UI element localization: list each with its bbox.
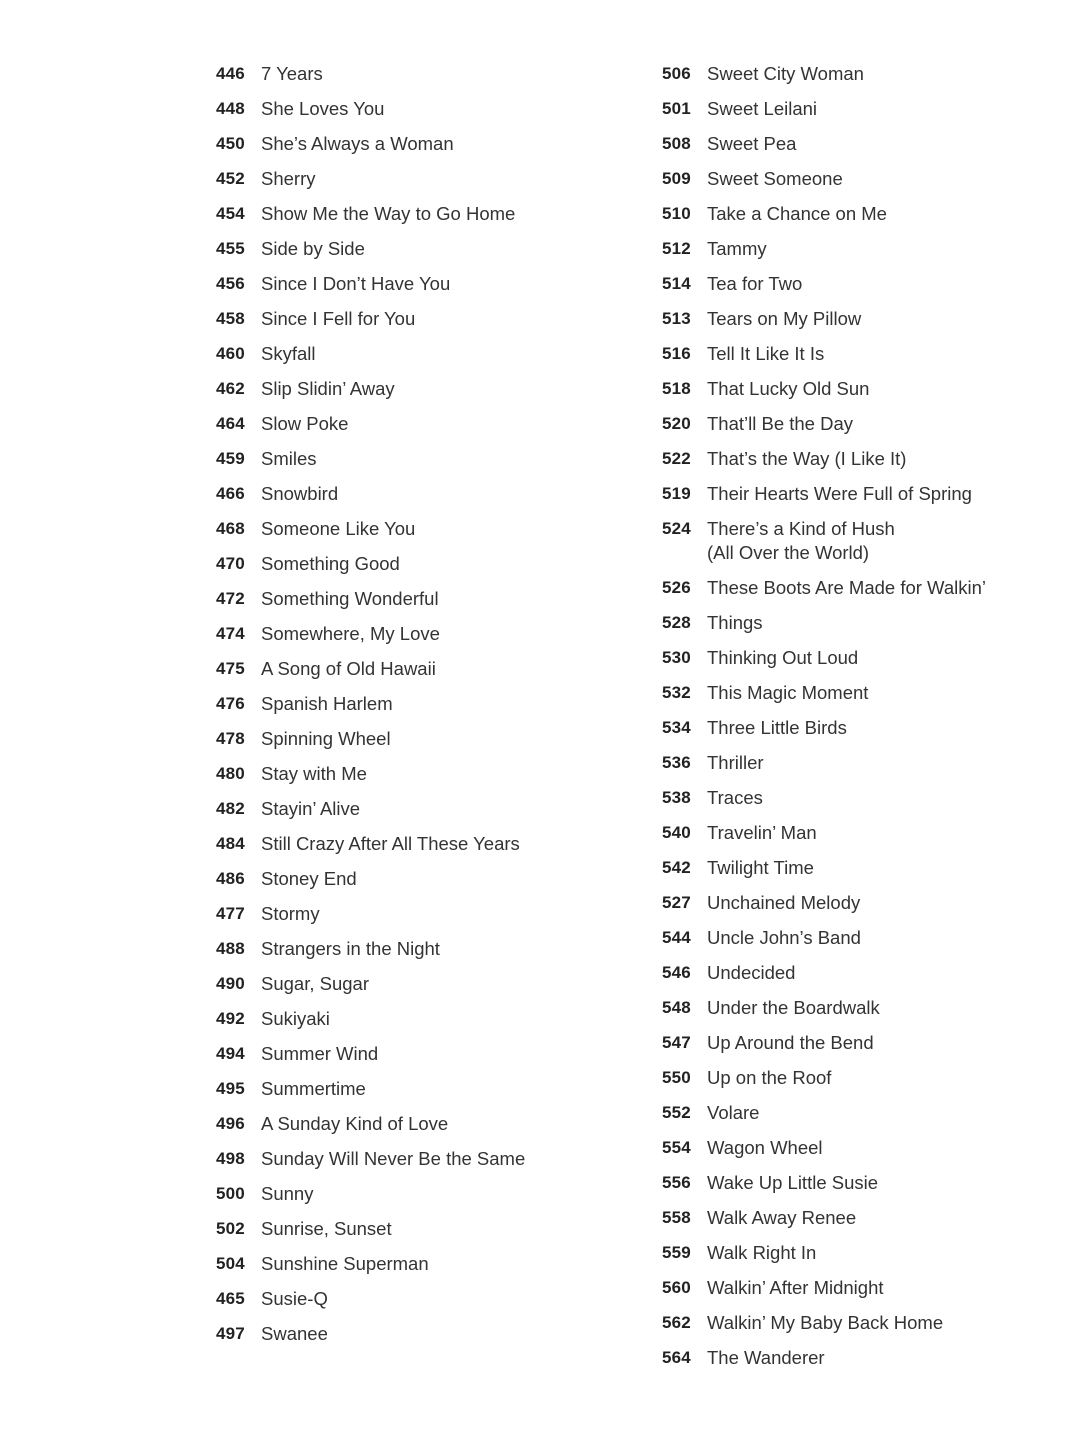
- toc-page-number: 476: [216, 694, 245, 713]
- toc-page-number: 518: [662, 379, 691, 398]
- toc-page-number: 458: [216, 309, 245, 328]
- toc-entry: [662, 747, 1062, 782]
- toc-entry: [662, 1272, 1062, 1307]
- toc-song-title: Show Me the Way to Go Home: [261, 203, 516, 224]
- toc-song-title: Sugar, Sugar: [261, 973, 369, 994]
- toc-page-number: 526: [662, 578, 691, 597]
- toc-song-title: That’ll Be the Day: [707, 413, 854, 434]
- toc-page-number: 501: [662, 99, 691, 118]
- toc-song-title: Twilight Time: [707, 857, 814, 878]
- toc-entry: [216, 548, 636, 583]
- toc-page-number: 540: [662, 823, 691, 842]
- toc-entry: [216, 303, 636, 338]
- toc-page-number: 465: [216, 1289, 245, 1308]
- toc-page-number: 484: [216, 834, 245, 853]
- toc-entry: [662, 1237, 1062, 1272]
- toc-entry: [216, 1213, 636, 1248]
- toc-song-title: This Magic Moment: [707, 682, 869, 703]
- toc-song-title: Travelin’ Man: [707, 822, 817, 843]
- toc-page-number: 538: [662, 788, 691, 807]
- toc-page-number: 534: [662, 718, 691, 737]
- toc-entry: [216, 443, 636, 478]
- toc-entry: [662, 198, 1062, 233]
- toc-page-number: 474: [216, 624, 245, 643]
- toc-page-number: 497: [216, 1324, 245, 1343]
- toc-entry: [662, 1167, 1062, 1202]
- toc-page-number: 547: [662, 1033, 691, 1052]
- toc-page-number: 492: [216, 1009, 245, 1028]
- toc-page-number: 500: [216, 1184, 245, 1203]
- toc-page-number: 498: [216, 1149, 245, 1168]
- toc-entry: [216, 1178, 636, 1213]
- toc-song-title: Spanish Harlem: [261, 693, 393, 714]
- toc-entry: [662, 1097, 1062, 1132]
- toc-song-title: Since I Don’t Have You: [261, 273, 451, 294]
- toc-entry: [216, 1003, 636, 1038]
- toc-entry: [662, 572, 1062, 607]
- toc-entry: [216, 478, 636, 513]
- toc-entry: [662, 817, 1062, 852]
- toc-song-title: She’s Always a Woman: [261, 133, 454, 154]
- toc-song-title: That’s the Way (I Like It): [707, 448, 907, 469]
- toc-entry: [216, 1143, 636, 1178]
- toc-page-number: 494: [216, 1044, 245, 1063]
- toc-song-title: Somewhere, My Love: [261, 623, 440, 644]
- toc-entry: [216, 1108, 636, 1143]
- toc-song-title: Sunday Will Never Be the Same: [261, 1148, 526, 1169]
- toc-entry: [662, 642, 1062, 677]
- toc-page-number: 478: [216, 729, 245, 748]
- toc-page-number: 486: [216, 869, 245, 888]
- toc-page-number: 459: [216, 449, 245, 468]
- toc-song-title: Walkin’ My Baby Back Home: [707, 1312, 944, 1333]
- toc-entry: [216, 1248, 636, 1283]
- toc-entry: [216, 233, 636, 268]
- toc-song-title: Stormy: [261, 903, 320, 924]
- toc-song-title: Walk Away Renee: [707, 1207, 857, 1228]
- toc-entry: [216, 688, 636, 723]
- toc-song-title: Swanee: [261, 1323, 328, 1344]
- toc-page-number: 509: [662, 169, 691, 188]
- toc-page-number: 452: [216, 169, 245, 188]
- toc-entry: [662, 992, 1062, 1027]
- toc-song-title: Something Wonderful: [261, 588, 439, 609]
- toc-page-number: 516: [662, 344, 691, 363]
- toc-entry: [662, 443, 1062, 478]
- toc-left-column: [216, 58, 636, 1353]
- toc-song-title: She Loves You: [261, 98, 385, 119]
- toc-entry: [216, 653, 636, 688]
- toc-entry: [216, 1283, 636, 1318]
- toc-page-number: 464: [216, 414, 245, 433]
- toc-song-title: Sunny: [261, 1183, 314, 1204]
- toc-page-number: 454: [216, 204, 245, 223]
- toc-entry: [216, 58, 636, 93]
- toc-song-title: Sweet Leilani: [707, 98, 818, 119]
- toc-song-title: Tell It Like It Is: [707, 343, 825, 364]
- toc-song-title: These Boots Are Made for Walkin’: [707, 577, 986, 598]
- toc-song-title: Sunrise, Sunset: [261, 1218, 392, 1239]
- toc-song-title: Take a Chance on Me: [707, 203, 887, 224]
- toc-entry: [662, 303, 1062, 338]
- toc-song-title: Their Hearts Were Full of Spring: [707, 483, 972, 504]
- toc-page-number: 477: [216, 904, 245, 923]
- toc-song-title: Thinking Out Loud: [707, 647, 859, 668]
- toc-page-number: 520: [662, 414, 691, 433]
- toc-song-title: Spinning Wheel: [261, 728, 391, 749]
- toc-page-number: 530: [662, 648, 691, 667]
- toc-page-number: 559: [662, 1243, 691, 1262]
- toc-page-number: 488: [216, 939, 245, 958]
- toc-song-title: Uncle John’s Band: [707, 927, 861, 948]
- toc-entry: [662, 1027, 1062, 1062]
- toc-page-number: 468: [216, 519, 245, 538]
- toc-entry: [216, 1318, 636, 1353]
- toc-page-number: 528: [662, 613, 691, 632]
- toc-page-number: 475: [216, 659, 245, 678]
- toc-page-number: 562: [662, 1313, 691, 1332]
- toc-song-title: Sunshine Superman: [261, 1253, 429, 1274]
- toc-entry: [662, 782, 1062, 817]
- toc-entry: [216, 128, 636, 163]
- toc-song-title: Stoney End: [261, 868, 357, 889]
- toc-entry: [662, 513, 1062, 572]
- toc-entry: [662, 1342, 1062, 1377]
- toc-page-number: 542: [662, 858, 691, 877]
- toc-page-number: 558: [662, 1208, 691, 1227]
- toc-page-number: 548: [662, 998, 691, 1017]
- toc-song-title: Up on the Roof: [707, 1067, 832, 1088]
- toc-page-number: 482: [216, 799, 245, 818]
- toc-page-number: 502: [216, 1219, 245, 1238]
- toc-song-title: That Lucky Old Sun: [707, 378, 870, 399]
- toc-page-number: 446: [216, 64, 245, 83]
- toc-song-title: Side by Side: [261, 238, 365, 259]
- toc-entry: [216, 933, 636, 968]
- toc-song-title: A Song of Old Hawaii: [261, 658, 436, 679]
- toc-page-number: 460: [216, 344, 245, 363]
- toc-song-title: There’s a Kind of Hush (All Over the World): [707, 518, 895, 563]
- toc-entry: [662, 852, 1062, 887]
- toc-entry: [662, 607, 1062, 642]
- toc-page-number: 519: [662, 484, 691, 503]
- toc-page-number: 522: [662, 449, 691, 468]
- toc-song-title: Things: [707, 612, 763, 633]
- toc-page-number: 455: [216, 239, 245, 258]
- toc-song-title: 7 Years: [261, 63, 323, 84]
- toc-page-number: 448: [216, 99, 245, 118]
- toc-page-number: 552: [662, 1103, 691, 1122]
- toc-song-title: Undecided: [707, 962, 796, 983]
- toc-entry: [662, 93, 1062, 128]
- toc-entry: [662, 233, 1062, 268]
- toc-entry: [662, 1307, 1062, 1342]
- toc-page-number: 508: [662, 134, 691, 153]
- toc-song-title: Strangers in the Night: [261, 938, 440, 959]
- toc-entry: [216, 863, 636, 898]
- toc-page-number: 514: [662, 274, 691, 293]
- toc-song-title: Sweet Pea: [707, 133, 797, 154]
- toc-song-title: Summertime: [261, 1078, 366, 1099]
- toc-song-title: Slip Slidin’ Away: [261, 378, 395, 399]
- toc-entry: [662, 922, 1062, 957]
- toc-entry: [662, 1202, 1062, 1237]
- toc-song-title: Susie-Q: [261, 1288, 328, 1309]
- toc-page-number: 527: [662, 893, 691, 912]
- toc-page-number: 546: [662, 963, 691, 982]
- toc-page-number: 524: [662, 519, 691, 538]
- toc-song-title: Tammy: [707, 238, 767, 259]
- toc-song-title: Up Around the Bend: [707, 1032, 874, 1053]
- toc-song-title: Volare: [707, 1102, 760, 1123]
- toc-entry: [216, 828, 636, 863]
- toc-page-number: 472: [216, 589, 245, 608]
- toc-page-number: 462: [216, 379, 245, 398]
- toc-song-title: Since I Fell for You: [261, 308, 416, 329]
- toc-entry: [662, 1062, 1062, 1097]
- toc-entry: [662, 58, 1062, 93]
- toc-entry: [662, 408, 1062, 443]
- toc-song-title: Stayin’ Alive: [261, 798, 361, 819]
- toc-entry: [216, 1073, 636, 1108]
- toc-song-title: Wake Up Little Susie: [707, 1172, 879, 1193]
- toc-entry: [216, 968, 636, 1003]
- toc-song-title: Walk Right In: [707, 1242, 817, 1263]
- toc-entry: [662, 1132, 1062, 1167]
- toc-entry: [216, 618, 636, 653]
- toc-song-title: Wagon Wheel: [707, 1137, 823, 1158]
- toc-entry: [216, 338, 636, 373]
- toc-entry: [216, 1038, 636, 1073]
- toc-right-column: [662, 58, 1062, 1377]
- toc-song-title: Traces: [707, 787, 763, 808]
- toc-page-number: 556: [662, 1173, 691, 1192]
- toc-entry: [216, 198, 636, 233]
- toc-song-title: Three Little Birds: [707, 717, 847, 738]
- toc-page-number: 456: [216, 274, 245, 293]
- toc-page-number: 504: [216, 1254, 245, 1273]
- toc-page-number: 510: [662, 204, 691, 223]
- toc-page-number: 466: [216, 484, 245, 503]
- toc-song-title: Something Good: [261, 553, 400, 574]
- toc-page-number: 450: [216, 134, 245, 153]
- toc-entry: [216, 898, 636, 933]
- toc-song-title: Skyfall: [261, 343, 316, 364]
- toc-entry: [216, 583, 636, 618]
- toc-entry: [662, 887, 1062, 922]
- toc-entry: [216, 513, 636, 548]
- toc-page-number: 564: [662, 1348, 691, 1367]
- toc-page-number: 506: [662, 64, 691, 83]
- toc-entry: [216, 723, 636, 758]
- toc-song-title: A Sunday Kind of Love: [261, 1113, 449, 1134]
- toc-entry: [662, 478, 1062, 513]
- toc-entry: [662, 373, 1062, 408]
- toc-song-title: Slow Poke: [261, 413, 349, 434]
- toc-song-title: Sweet Someone: [707, 168, 843, 189]
- toc-page-number: 480: [216, 764, 245, 783]
- toc-song-title: Stay with Me: [261, 763, 367, 784]
- toc-entry: [662, 163, 1062, 198]
- toc-song-title: Smiles: [261, 448, 317, 469]
- toc-entry: [216, 793, 636, 828]
- toc-entry: [216, 163, 636, 198]
- toc-song-title: Tea for Two: [707, 273, 803, 294]
- toc-page-number: 512: [662, 239, 691, 258]
- toc-entry: [662, 268, 1062, 303]
- toc-song-title: Thriller: [707, 752, 764, 773]
- toc-page-number: 550: [662, 1068, 691, 1087]
- toc-page-number: 470: [216, 554, 245, 573]
- toc-song-title: Still Crazy After All These Years: [261, 833, 520, 854]
- toc-page-number: 536: [662, 753, 691, 772]
- toc-page-number: 554: [662, 1138, 691, 1157]
- toc-page-number: 513: [662, 309, 691, 328]
- toc-page-number: 532: [662, 683, 691, 702]
- toc-song-title: Walkin’ After Midnight: [707, 1277, 884, 1298]
- toc-entry: [216, 93, 636, 128]
- toc-song-title: Tears on My Pillow: [707, 308, 862, 329]
- toc-entry: [662, 338, 1062, 373]
- toc-page-number: 560: [662, 1278, 691, 1297]
- toc-song-title: Unchained Melody: [707, 892, 861, 913]
- toc-entry: [216, 408, 636, 443]
- toc-song-title: The Wanderer: [707, 1347, 825, 1368]
- toc-song-title: Sherry: [261, 168, 316, 189]
- toc-page-number: 544: [662, 928, 691, 947]
- toc-entry: [662, 957, 1062, 992]
- toc-entry: [216, 268, 636, 303]
- toc-song-title: Someone Like You: [261, 518, 416, 539]
- toc-page-number: 495: [216, 1079, 245, 1098]
- toc-page-number: 496: [216, 1114, 245, 1133]
- toc-entry: [662, 712, 1062, 747]
- toc-song-title: Sukiyaki: [261, 1008, 330, 1029]
- toc-entry: [216, 758, 636, 793]
- toc-song-title: Under the Boardwalk: [707, 997, 880, 1018]
- toc-song-title: Snowbird: [261, 483, 339, 504]
- toc-entry: [662, 677, 1062, 712]
- toc-entry: [216, 373, 636, 408]
- toc-entry: [662, 128, 1062, 163]
- toc-song-title: Summer Wind: [261, 1043, 379, 1064]
- toc-song-title: Sweet City Woman: [707, 63, 864, 84]
- toc-page-number: 490: [216, 974, 245, 993]
